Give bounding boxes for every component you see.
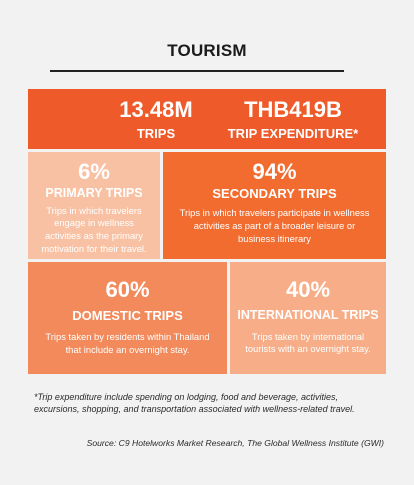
international-percent: 40% — [285, 277, 331, 302]
expenditure-value: THB419B — [244, 97, 342, 122]
title-divider — [50, 70, 344, 72]
trips-label: TRIPS — [136, 126, 176, 141]
primary-percent: 6% — [78, 159, 110, 184]
page-title: TOURISM — [167, 41, 247, 60]
domestic-description: Trips taken by residents within Thailand that include an overnight stay. — [45, 331, 210, 355]
domestic-label: DOMESTIC TRIPS — [72, 308, 183, 323]
primary-description: Trips in which travelers engage in wellness activities as the primary motivation for their travel. — [41, 204, 147, 254]
secondary-percent: 94% — [252, 159, 297, 184]
domestic-trips-card — [28, 262, 227, 374]
primary-trips-card — [28, 152, 160, 259]
primary-label: PRIMARY TRIPS — [45, 186, 143, 200]
footnote: *Trip expenditure include spending on lodging, food and beverage, activities, excursions, shopping, and transportation associated with wellness-related travel. — [34, 392, 355, 414]
international-label: INTERNATIONAL TRIPS — [237, 308, 379, 322]
source-note: Source: C9 Hotelworks Market Research, The Global Wellness Institute (GWI) — [86, 438, 384, 448]
secondary-description: Trips in which travelers participate in wellness activities as part of a broader leisure or business itinerary — [179, 207, 370, 244]
trips-stat — [106, 99, 206, 141]
expenditure-label: TRIP EXPENDITURE* — [227, 126, 359, 141]
expenditure-stat — [208, 99, 378, 141]
secondary-label: SECONDARY TRIPS — [212, 186, 337, 201]
international-description: Trips taken by international tourists with an overnight stay. — [245, 330, 371, 355]
trips-value: 13.48M — [119, 97, 193, 122]
secondary-trips-card — [163, 152, 386, 259]
summary-banner — [28, 89, 386, 149]
domestic-percent: 60% — [105, 277, 150, 302]
international-trips-card — [230, 262, 386, 374]
